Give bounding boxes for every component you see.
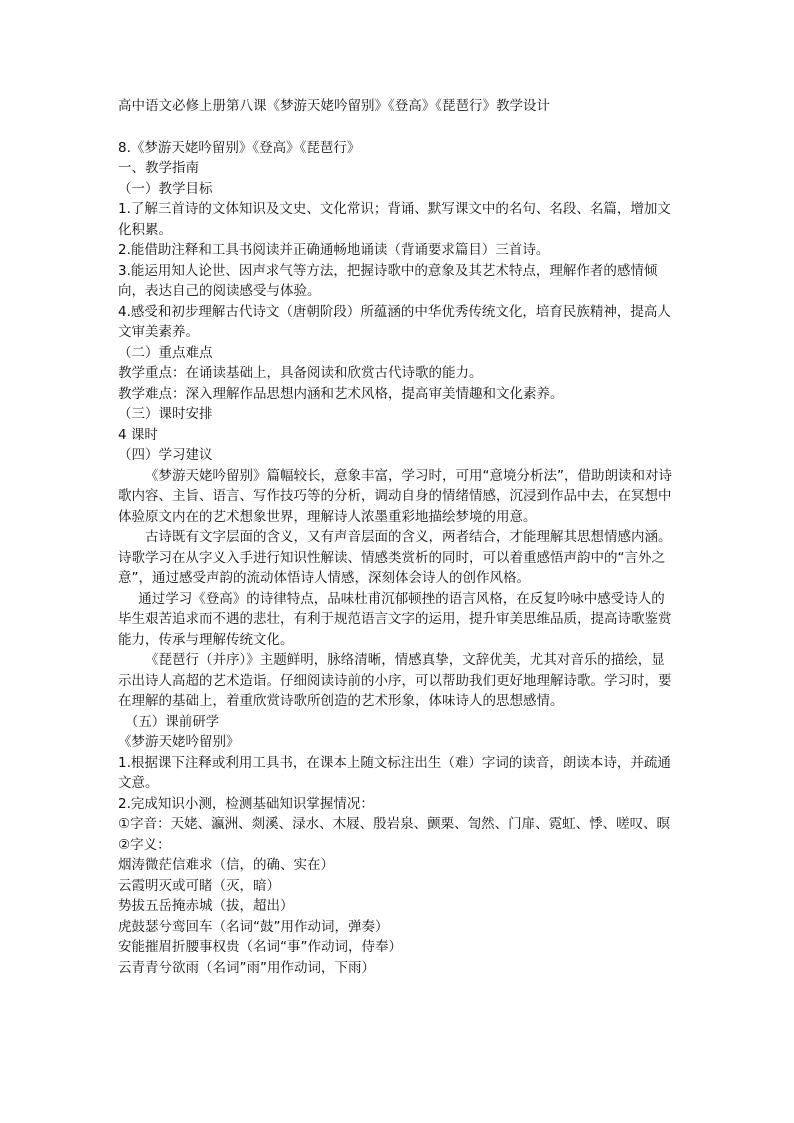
suggestions-heading: （四）学习建议 — [118, 447, 213, 463]
preview-poem-title: 《梦游天姥吟留别》 — [118, 734, 240, 750]
meaning-heading: ②字义： — [118, 836, 171, 853]
teaching-difficulty: 教学难点：深入理解作品思想内涵和艺术风格，提高审美情趣和文化素养。 — [118, 385, 564, 402]
objective-item: 1.了解三首诗的文体知识及文史、文化常识；背诵、默写课文中的名句、名段、名篇，增加文化积累。 — [118, 201, 671, 238]
suggestion-paragraph: 《梦游天姥吟留别》篇幅较长，意象丰富，学习时，可用“意境分析法”，借助朗读和对诗歌内容、主旨、语言、写作技巧等的分析，调动自身的情绪情感，沉浸到作品中去，在冥想中体验原文内在的艺术想象世界，理解诗人浓墨重彩地描绘梦境的用意。 — [118, 467, 672, 525]
meaning-item: 安能摧眉折腰事权贵（名词“事”作动词，侍奉） — [118, 939, 402, 955]
preview-step-1: 1.根据课下注释或利用工具书，在课本上随文标注出生（难）字词的读音，朗读本诗，并疏通文意。 — [118, 754, 671, 791]
meaning-item: 烟涛微茫信难求（信，的确、实在） — [118, 857, 334, 873]
meaning-item: 云霞明灭或可睹（灭，暗） — [118, 877, 280, 894]
key-points-heading: （二）重点难点 — [118, 344, 213, 361]
pronunciation-list: ①字音：天姥、瀛洲、剡溪、渌水、木屐、殷岩泉、颤栗、訇然、门扉、霓虹、悸、嗟叹、暝 — [118, 816, 671, 832]
lesson-heading: 8.《梦游天姥吟留别》《登高》《琵琶行》 — [118, 139, 361, 156]
teaching-focus: 教学重点：在诵读基础上，具备阅读和欣赏古代诗歌的能力。 — [118, 365, 483, 381]
meaning-item: 势拔五岳掩赤城（拔，超出） — [118, 898, 294, 914]
suggestion-paragraph: 《琵琶行（并序）》主题鲜明，脉络清晰，情感真挚，文辞优美，尤其对音乐的描绘，显示出诗人高超的艺术造诣。仔细阅读诗前的小序，可以帮助我们更好地理解诗歌。学习时，要在理解的基础上，着重欣赏诗歌所创造的艺术形象，体味诗人的思想感情。 — [118, 652, 672, 709]
preview-step-2: 2.完成知识小测，检测基础知识掌握情况： — [118, 795, 374, 812]
document-title: 高中语文必修上册第八课《梦游天姥吟留别》《登高》《琵琶行》教学设计 — [118, 98, 550, 114]
objective-item: 3.能运用知人论世、因声求气等方法，把握诗歌中的意象及其艺术特点，理解作者的感情倾向，表达自己的阅读感受与体验。 — [118, 262, 658, 299]
suggestion-paragraph: 古诗既有文字层面的含义，又有声音层面的含义，两者结合，才能理解其思想情感内涵。诗歌学习在从字义入手进行知识性解读、情感类赏析的同时，可以着重感悟声韵中的“言外之意”，通过感受声韵的流动体悟诗人情感，深刻体会诗人的创作风格。 — [118, 529, 672, 586]
schedule-heading: （三）课时安排 — [118, 406, 213, 422]
objective-item: 4.感受和初步理解古代诗文（唐朝阶段）所蕴涵的中华优秀传统文化，培育民族精神，提高人文审美素养。 — [118, 303, 671, 340]
schedule-value: 4 课时 — [118, 426, 158, 443]
preview-heading: （五）课前研学 — [124, 713, 220, 730]
meaning-item: 云青青兮欲雨（名词”雨”用作动词，下雨） — [118, 959, 375, 976]
objectives-heading: （一）教学目标 — [118, 180, 213, 197]
document-page — [118, 96, 678, 978]
meaning-item: 虎鼓瑟兮鸾回车（名词“鼓”用作动词，弹奏） — [118, 918, 389, 935]
guide-heading: 一、教学指南 — [118, 160, 199, 176]
suggestion-paragraph: 通过学习《登高》的诗律特点，品味杜甫沉郁顿挫的语言风格，在反复吟咏中感受诗人的毕生艰苦追求而不遇的悲壮，有利于规范语言文字的运用，提升审美思维品质，提高诗歌鉴赏能力，传承与理解传统文化。 — [118, 590, 672, 648]
objective-item: 2.能借助注释和工具书阅读并正确通畅地诵读（背诵要求篇目）三首诗。 — [118, 242, 550, 258]
